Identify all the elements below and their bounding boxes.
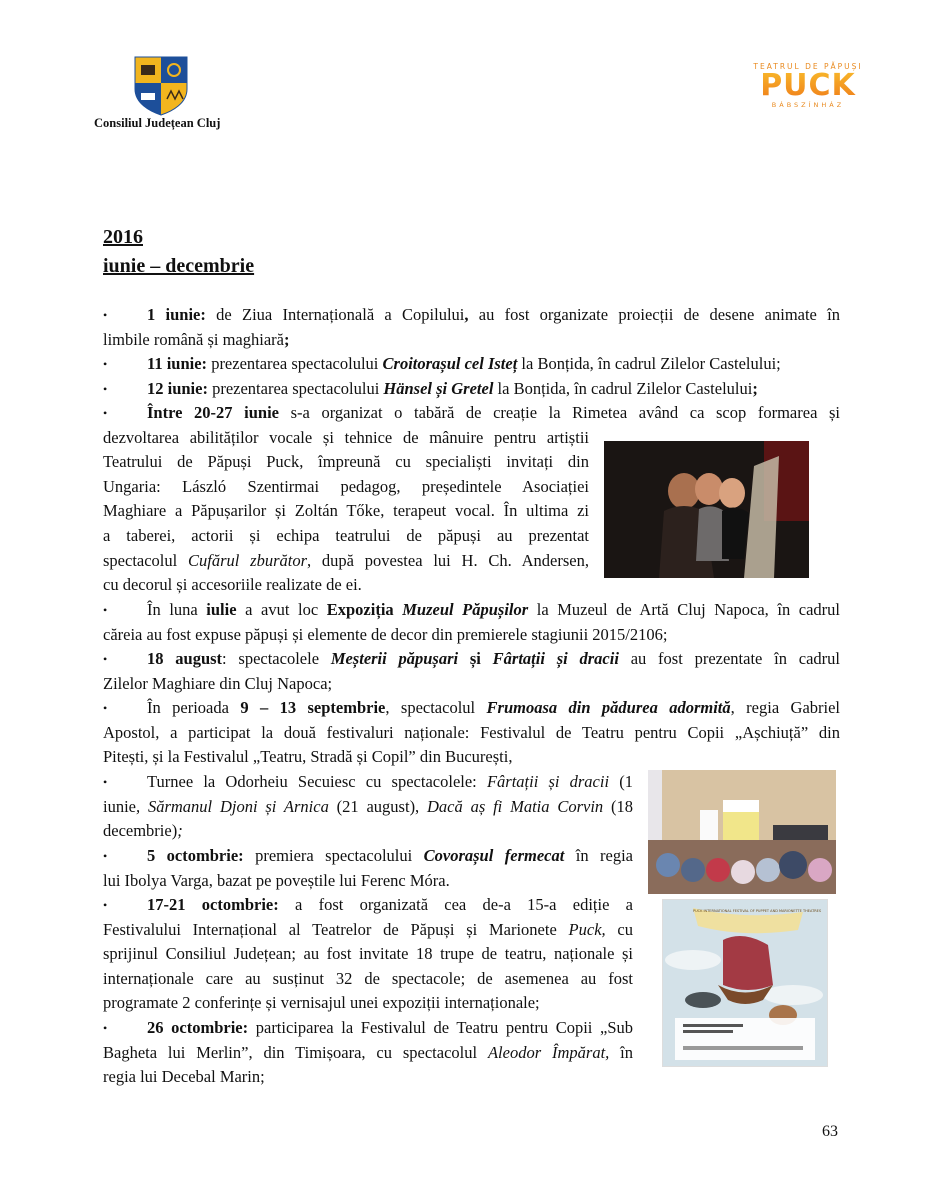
bullet-icon: • [103,382,108,396]
text-run: În luna [147,600,207,619]
list-item-line [103,549,589,574]
text-run: , [464,305,469,324]
text-run: , Sărmanul Djoni și Arnica [136,796,329,816]
text-run: Maghiare a Păpușarilor și Zoltán Tőke, terapeut vocal. În ultima zi [103,501,589,521]
text-run: la Bonțida, în cadrul Zilelor Castelului; [517,354,781,373]
list-item-line [103,598,840,623]
text-run: au fost organizate proiecții de desene animate în [468,305,840,324]
text-run: : spectacolele [222,649,331,668]
list-item-line [103,352,781,377]
text-run: sprijinul Consiliul Județean; au fost invitate 18 trupe de teatru, naționale și [103,944,633,964]
bullet-icon: • [103,357,108,371]
list-item-line [103,770,633,795]
text-run: regia lui Decebal Marin; [103,1067,265,1087]
year-heading: 2016 [103,226,143,248]
text-run: Teatrului de Păpuși Puck, împreună cu specialiști invitați din [103,452,589,472]
text-run: la Muzeul de Artă Cluj Napoca, în cadrul [528,600,841,619]
county-council-crest-icon [133,55,189,117]
text-run: lui Ibolya Varga, bazat pe poveștile lui Ferenc Móra. [103,870,450,890]
list-item-line [103,647,840,672]
list-item-line [103,377,758,402]
list-item-line [103,819,183,844]
list-item-line [103,573,362,598]
text-run: participarea la Festivalul de Teatru pentru Copii „Sub [248,1018,634,1037]
text-run: Fârtații și dracii [486,772,610,791]
list-item-line [103,745,512,770]
puck-logo-top-text: TEATRUL DE PĂPUȘI [753,62,863,71]
list-item-line [103,991,540,1016]
list-item-line [103,499,589,524]
text-run: au fost prezentate în cadrul [618,649,840,668]
puck-logo-bottom-text: BÁBSZÍNHÁZ [771,101,845,109]
list-item-line [103,795,633,820]
bullet-icon: • [103,652,108,666]
list-item-line [103,893,633,918]
text-run: Muzeul Păpușilor [402,600,529,619]
list-item-line [103,1016,633,1041]
list-item-line [103,721,840,746]
text-run: și [458,649,493,668]
list-item-line [103,623,667,648]
text-run: Expoziția [326,600,403,619]
text-run: , spectacolul [385,698,487,717]
text-run: internaționale care au susținut 32 de spectacole; de asemenea au fost [103,968,633,988]
text-run: Cufărul zburător [188,550,308,570]
text-run: 5 octombrie: [147,846,244,865]
text-run: , regia Gabriel [730,698,841,717]
text-run: s-a organizat o tabără de creație la Rimetea având ca scop formarea și [279,403,841,422]
bullet-icon: • [103,1021,108,1035]
list-item-line [103,328,289,353]
text-run: Croitorașul cel Isteț [382,354,518,373]
text-run: 26 octombrie: [147,1018,249,1037]
text-run: 18 august [147,649,223,668]
text-run: prezentarea spectacolului [207,379,384,398]
list-item-line [103,672,332,697]
text-run: a taberei, actorii și echipa teatrului de păpuși au prezentat [103,526,589,545]
text-run: Bagheta lui Merlin”, din Timișoara, cu spectacolul [103,1042,488,1062]
text-run: Aleodor Împărat, [487,1042,610,1062]
text-run: 9 – 13 septembrie [240,698,386,717]
text-run: cu decorul și accesoriile realizate de ei. [103,575,362,595]
puppet-show-audience-photo [648,770,836,894]
list-item-line [103,844,633,869]
bullet-icon: • [103,603,108,617]
text-run: , după povestea lui H. Ch. Andersen, [307,550,589,570]
text-run: ; [752,379,758,398]
text-run: Apostol, a participat la două festivaluri naționale: Festivalul de Teatru pentru Copii „Așchiuță” din [103,722,840,742]
text-run: Meșterii păpușari [330,649,459,668]
text-run: Între 20-27 iunie [147,403,279,422]
text-run: Covorașul fermecat [423,846,565,865]
text-run: programate 2 conferințe și vernisajul unei expoziții internaționale; [103,993,540,1013]
text-run: 12 iunie: [147,379,208,398]
text-run: a avut loc [236,600,327,619]
bullet-icon: • [103,701,108,715]
text-run: Frumoasa din pădurea adormită [486,698,731,717]
text-run: prezentarea spectacolului [207,354,383,373]
text-run: În perioada [147,698,241,717]
list-item-line [103,1065,265,1090]
text-run: Fârtații și dracii [492,649,619,668]
text-run: Hänsel și Gretel [383,379,494,398]
puck-theatre-logo [752,62,864,122]
text-run: spectacolul [103,550,189,570]
bullet-icon: • [103,308,108,322]
list-item-line [103,475,589,500]
list-item-line [103,1041,633,1066]
list-item-line [103,426,589,451]
text-run: ; [177,821,183,841]
text-run: Turnee la Odorheiu Secuiesc cu spectacolele: [147,772,487,791]
text-run: iulie [206,600,237,619]
text-run: (1 [609,772,633,791]
text-run: a fost organizată cea de-a 15-a ediție a [278,895,633,914]
period-heading: iunie – decembrie [103,255,255,277]
text-run: 11 iunie: [147,354,208,373]
list-item-line [103,869,450,894]
text-run: de Ziua Internațională a Copilului [205,305,465,324]
text-run: Festivalului Internațional al Teatrelor de Păpuși și Marionete [103,919,569,939]
list-item-line [103,524,589,549]
text-run: limbile română și maghiară [103,329,284,349]
text-run: Puck, [568,919,606,939]
text-run: Dacă aș fi Matia Corvin [427,796,604,816]
poster-banner-text: PUCK INTERNATIONAL FESTIVAL OF PUPPET AND MARIONETTE THEATRES [693,909,822,913]
text-run: Ungaria: László Szentirmai pedagog, președintele Asociației [103,476,589,496]
text-run: 17-21 octombrie: [147,895,279,914]
festival-poster [662,899,828,1067]
text-run: decembrie) [103,821,178,841]
page-number: 63 [822,1123,838,1140]
text-run: iunie [103,796,136,816]
bullet-icon: • [103,898,108,912]
text-run: 1 iunie: [147,305,206,324]
list-item-line [103,450,589,475]
list-item-line [103,303,840,328]
list-item-line [103,401,840,426]
bullet-icon: • [103,406,108,420]
text-run: Pitești, și la Festivalul „Teatru, Stradă și Copil” din București, [103,747,513,767]
county-council-caption: Consiliul Județean Cluj [94,116,221,130]
text-run: la Bonțida, în cadrul Zilelor Castelului [493,379,753,398]
bullet-icon: • [103,775,108,789]
text-run: în regia [564,846,633,865]
text-run: (18 [603,796,633,816]
bullet-icon: • [103,849,108,863]
text-run: căreia au fost expuse păpuși și elemente de decor din premierele stagiunii 2015/2106; [103,624,668,644]
text-run: cu [605,919,633,939]
text-run: premiera spectacolului [243,846,424,865]
list-item-line [103,967,633,992]
text-run: în [609,1042,633,1062]
list-item-line [103,696,840,721]
text-run: ; [283,329,290,349]
text-run: dezvoltarea abilităților vocale și tehnice de mânuire pentru artiștii [103,427,589,447]
puck-logo-main-text: PUCK [752,71,864,101]
text-run: (21 august), [328,796,428,816]
list-item-line [103,942,633,967]
text-run: Zilelor Maghiare din Cluj Napoca; [103,673,333,693]
list-item-line [103,918,633,943]
rehearsal-photo [604,441,809,578]
